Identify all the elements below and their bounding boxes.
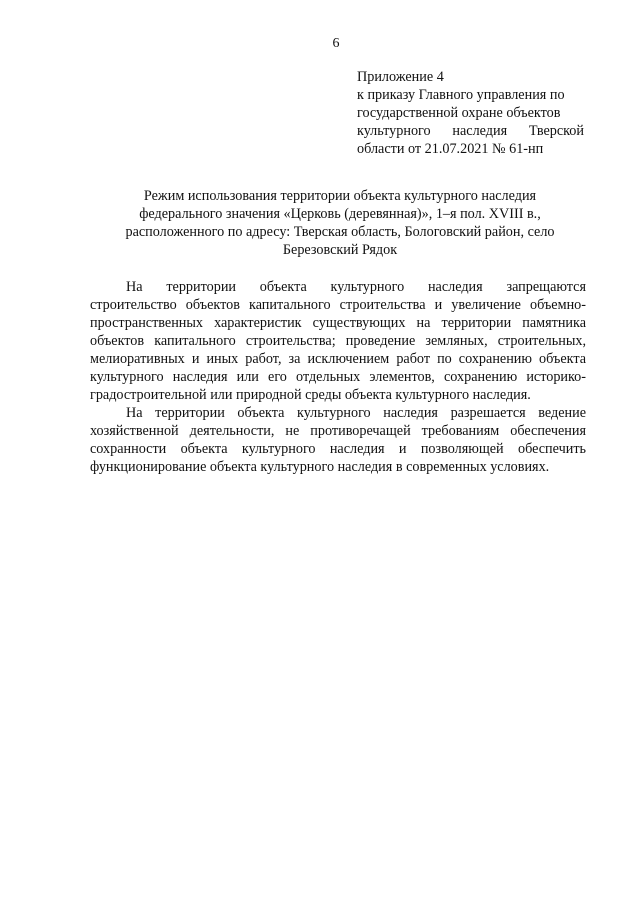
- paragraph-1-line-6: культурного наследия или его отдельных элементов, сохранению историко-: [90, 369, 586, 385]
- document-body: [90, 278, 586, 476]
- appendix-line-5: области от 21.07.2021 № 61-нп: [357, 141, 544, 157]
- appendix-word: наследия: [452, 123, 508, 139]
- appendix-header: [357, 68, 584, 158]
- appendix-word: Тверской: [528, 123, 584, 139]
- appendix-line-4: [357, 122, 584, 140]
- appendix-line-3: государственной охране объектов: [357, 105, 561, 121]
- page-number: 6: [332, 36, 340, 51]
- paragraph-1-line-3: пространственных характеристик существующих на территории памятника: [90, 315, 586, 331]
- paragraph-2-line-4: функционирование объекта культурного наследия в современных условиях.: [90, 459, 550, 475]
- appendix-word: культурного: [357, 123, 431, 139]
- appendix-line-1: Приложение 4: [357, 69, 444, 85]
- title-line-4: Березовский Рядок: [282, 242, 398, 258]
- paragraph-2-line-2: хозяйственной деятельности, не противоречащей требованиям обеспечения: [90, 423, 586, 439]
- paragraph-2: [90, 404, 586, 476]
- paragraph-1-line-2: строительство объектов капитального строительства и увеличение объемно-: [90, 297, 586, 313]
- title-line-1: Режим использования территории объекта культурного наследия: [143, 188, 537, 204]
- document-title: [90, 187, 590, 259]
- paragraph-2-line-1: На территории объекта культурного наследия разрешается ведение: [126, 405, 586, 421]
- paragraph-1: [90, 278, 586, 404]
- appendix-line-2: к приказу Главного управления по: [357, 87, 565, 103]
- paragraph-1-line-7: градостроительной или природной среды объекта культурного наследия.: [90, 387, 531, 403]
- paragraph-1-line-5: мелиоративных и иных работ, за исключением работ по сохранению объекта: [90, 351, 586, 367]
- title-line-3: расположенного по адресу: Тверская область, Бологовский район, село: [125, 224, 555, 240]
- title-line-2: федерального значения «Церковь (деревянная)», 1–я пол. XVIII в.,: [139, 206, 541, 222]
- paragraph-1-line-1: На территории объекта культурного наследия запрещаются: [126, 279, 586, 295]
- paragraph-1-line-4: объектов капитального строительства; проведение земляных, строительных,: [90, 333, 586, 349]
- paragraph-2-line-3: сохранности объекта культурного наследия и позволяющей обеспечить: [90, 441, 586, 457]
